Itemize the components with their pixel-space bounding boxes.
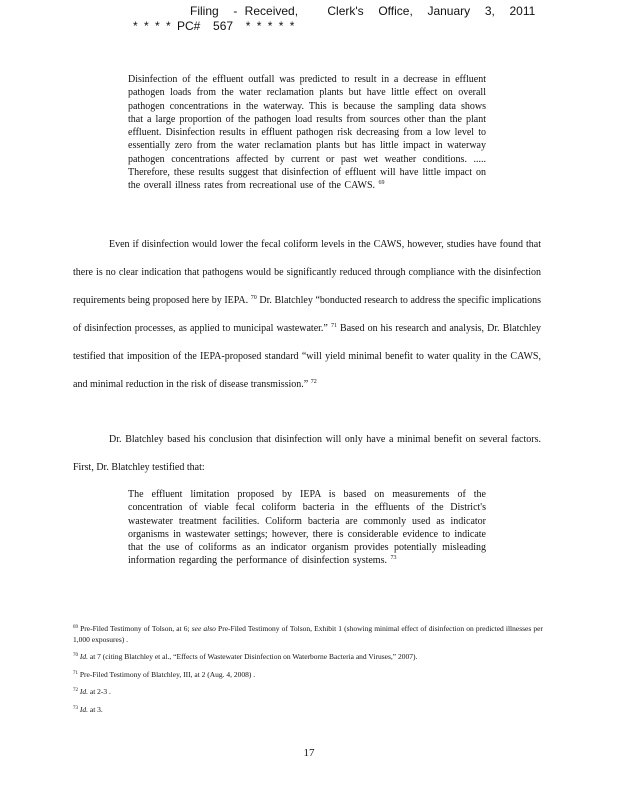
paragraph-1 bbox=[73, 231, 541, 399]
paragraph-1-sentence-3: Based on his research and analysis, Dr. Blatchley testified that imposition of the IEPA-proposed standard “will yield minimal benefit to water quality in the CAWS, and minimal reduction in the risk of disease transmission.” bbox=[73, 323, 542, 390]
footnote-text: at 3. bbox=[88, 704, 103, 714]
footnote-text: Pre-Filed Testimony of Tolson, Exhibit 1 (showing minimal effect of disinfection on predicted illnesses per 1,000 exposures) . bbox=[73, 624, 543, 644]
footnote-number: 70 bbox=[73, 653, 78, 658]
footnote-ref-70[interactable]: 70 bbox=[250, 295, 257, 301]
footnote-text: Pre-Filed Testimony of Tolson, at 6; bbox=[80, 624, 192, 633]
block-quote-1 bbox=[128, 73, 486, 193]
pc-number-line: * * * * PC# 567 * * * * * bbox=[133, 19, 295, 33]
footnote-signal: Id. bbox=[79, 652, 88, 661]
footnote-ref-73[interactable]: 73 bbox=[390, 555, 397, 562]
footnote-text: Pre-Filed Testimony of Blatchley, III, at 2 (Aug. 4, 2008) . bbox=[79, 669, 256, 679]
paragraph-2-text: Dr. Blatchley based his conclusion that disinfection will only have a minimal benefit on several factors. First, Dr. Blatchley testified that: bbox=[73, 434, 541, 473]
footnote-70 bbox=[73, 652, 543, 663]
footnote-text: at 7 (citing Blatchley et al., “Effects of Wastewater Disinfection on Waterborne Bacteria and Viruses,” 2007). bbox=[88, 652, 418, 661]
block-quote-1-text: Disinfection of the effluent outfall was predicted to result in a decrease in effluent pathogen loads from the water reclamation plants but have little effect on overall pathogen concentrations in the waterway. This is because the sampling data shows that a large proportion of the pathogen load results from sources other than the plant effluent. Disinfection results in effluent pathogen risk decreasing from a low level to essentially zero from the water reclamation plants but has little impact in waterway pathogen concentrations affected by current or past wet weather conditions. ..... Therefore, these results suggest that disinfection of effluent will have little impact on the overall illness rates from recreational use of the CAWS. bbox=[128, 74, 486, 192]
footnotes-section bbox=[73, 624, 543, 722]
footnote-69 bbox=[73, 624, 543, 645]
footnote-number: 69 bbox=[73, 625, 78, 630]
footnote-72 bbox=[73, 687, 543, 698]
page-number: 17 bbox=[303, 747, 315, 759]
footnote-ref-71[interactable]: 71 bbox=[330, 323, 337, 329]
footnote-number: 71 bbox=[73, 670, 78, 676]
footnote-number: 73 bbox=[73, 705, 78, 711]
footnote-number: 72 bbox=[73, 688, 78, 693]
paragraph-1-sentence-1: Even if disinfection would lower the fecal coliform levels in the CAWS, however, studies have found that there is no clear indication that pathogens would be significantly reduced through compliance with the disinfection requirements being proposed here by IEPA. bbox=[73, 239, 541, 306]
footnote-signal: Id. bbox=[79, 687, 88, 696]
paragraph-2 bbox=[73, 426, 541, 482]
footnote-ref-72[interactable]: 72 bbox=[310, 379, 317, 385]
footnote-73 bbox=[73, 705, 543, 716]
footnote-signal: Id. bbox=[79, 704, 88, 714]
footnote-ref-69[interactable]: 69 bbox=[378, 180, 385, 187]
footnote-71 bbox=[73, 670, 543, 681]
footnote-text: at 2-3 . bbox=[88, 687, 111, 696]
footnote-signal: see also bbox=[191, 624, 216, 633]
paragraph-1-sentence-2: Dr. Blatchley “bonducted research to address the specific implications of disinfection processes, as applied to municipal wastewater.” bbox=[73, 295, 542, 334]
block-quote-2-text: The effluent limitation proposed by IEPA is based on measurements of the concentration of viable fecal coliform bacteria in the effluents of the District's wastewater treatment facilities. Coliform bacteria are commonly used as indicator organisms in wastewater settings; however, there is considerable evidence to indicate that the use of coliforms as an indicator organism provides potentially misleading information regarding the performance of disinfection systems. bbox=[128, 489, 486, 567]
filing-line: Filing - Received, Clerk's Office, January 3, 2011 bbox=[190, 4, 536, 18]
block-quote-2 bbox=[128, 488, 486, 568]
